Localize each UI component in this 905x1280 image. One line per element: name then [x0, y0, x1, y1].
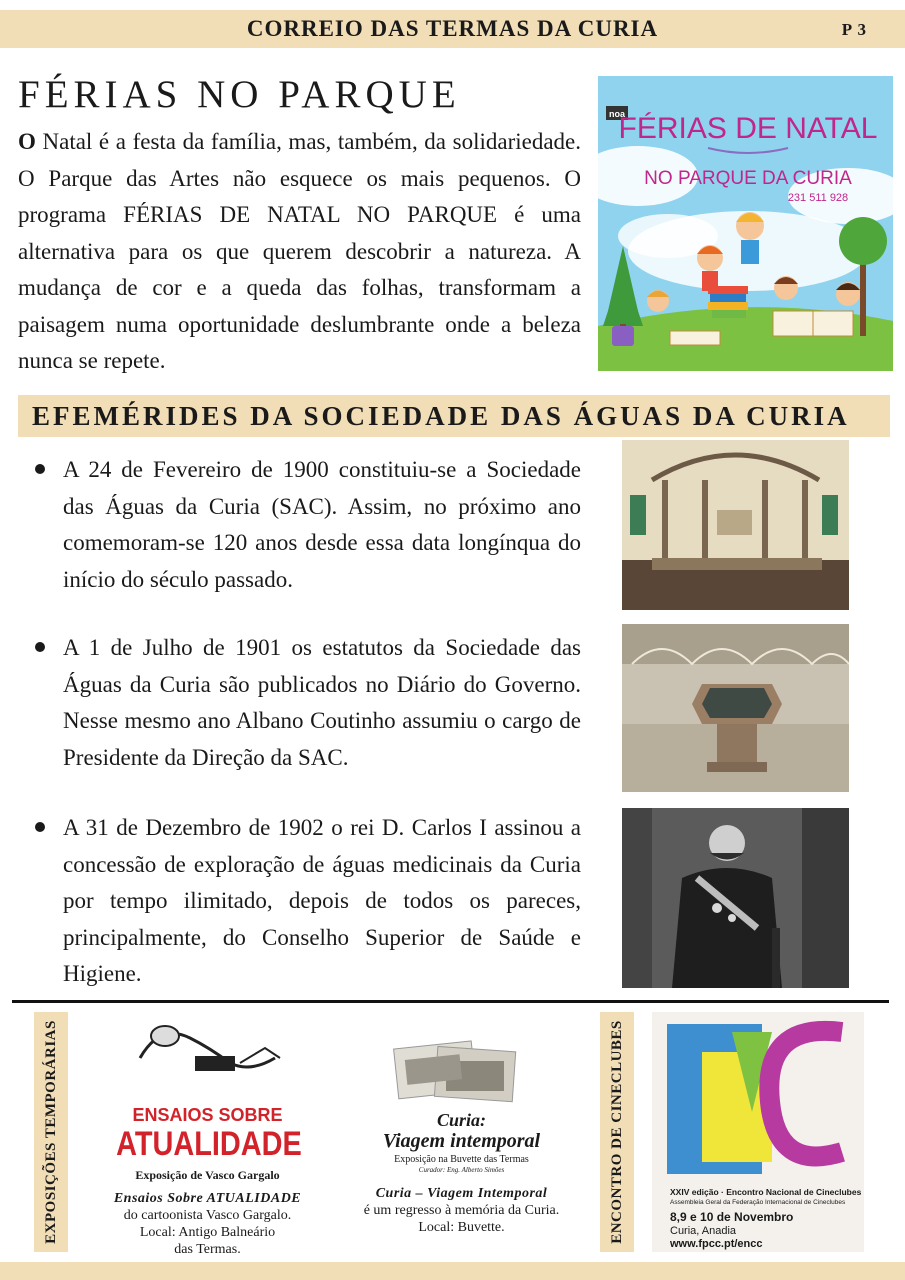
efemeride-1900: A 24 de Fevereiro de 1900 constituiu-se a Sociedade das Águas da Curia (SAC). Assim, no próximo ano comemoram-se 120 anos desde essa data longínqua do início do século passado. [63, 457, 581, 592]
bullet-dot [35, 822, 45, 832]
cartoon-illustration [100, 1018, 315, 1078]
encc-line1: XXIV edição · Encontro Nacional de Cineclubes [670, 1187, 862, 1197]
ferias-body [18, 124, 581, 380]
expo2-poster-sub: Exposição na Buvette das Termas [394, 1154, 529, 1165]
bullet-dot [35, 642, 45, 652]
poster-logo: noa [608, 109, 626, 119]
expo1-poster-title2: ATUALIDADE [116, 1125, 302, 1163]
expo2-poster-title1: Curia: [436, 1110, 487, 1130]
cineclubes-label: ENCONTRO DE CINECLUBES [609, 1020, 625, 1244]
expo2-poster-curator: Curador: Eng. Alberto Simões [418, 1166, 505, 1174]
encc-dates: 8,9 e 10 de Novembro [670, 1210, 794, 1224]
exposicoes-label: EXPOSIÇÕES TEMPORÁRIAS [43, 1020, 59, 1244]
expo2-line2: Local: Buvette. [418, 1220, 505, 1235]
efemeride-1902: A 31 de Dezembro de 1902 o rei D. Carlos I assinou a concessão de exploração de águas medicinais da Curia por tempo ilimitado, depois de todos os pareces, principalmente, do Conselho Superior de Saúde e Higiene. [63, 815, 581, 986]
encc-poster [652, 1012, 864, 1252]
efemerides-title: EFEMÉRIDES DA SOCIEDADE DAS ÁGUAS DA CURIA [32, 401, 850, 431]
expo1-line3: das Termas. [174, 1242, 241, 1257]
poster-line2: NO PARQUE DA CURIA [644, 168, 852, 189]
expo2-line1: é um regresso à memória da Curia. [363, 1203, 560, 1218]
photo-buvette-interior [622, 440, 849, 610]
poster-line1: FÉRIAS DE NATAL [618, 112, 878, 145]
drop-letter: O [18, 129, 36, 154]
ferias-title: FÉRIAS NO PARQUE [18, 73, 461, 116]
expo2-poster-title2: Viagem intemporal [382, 1130, 541, 1152]
ferias-natal-poster [598, 76, 893, 371]
footer-band [0, 1262, 905, 1280]
expo-curia-viagem-intemporal [334, 1035, 589, 1236]
expo1-title: Ensaios Sobre ATUALIDADE [113, 1191, 302, 1206]
expo-ensaios-atualidade [100, 1018, 315, 1258]
postcards-illustration [334, 1035, 589, 1105]
photo-king-carlos [622, 808, 849, 988]
efemeride-1901: A 1 de Julho de 1901 os estatutos da Sociedade das Águas da Curia são publicados no Diário do Governo. Nesse mesmo ano Albano Coutinho assumiu o cargo de Presidente da Direção da SAC. [63, 635, 581, 770]
page-number: P 3 [841, 20, 867, 39]
expo1-poster-title1: ENSAIOS SOBRE [132, 1105, 283, 1125]
expo1-poster-sub: Exposição de Vasco Gargalo [135, 1168, 280, 1182]
exposicoes-label-bar [34, 1012, 68, 1252]
encc-line2: Assembleia Geral da Federação Internacional de Cineclubes [670, 1199, 846, 1206]
section-divider [12, 1000, 889, 1003]
ferias-text: Natal é a festa da família, mas, também, da solidariedade. O Parque das Artes não esquece os mais pequenos. O programa FÉRIAS DE NATAL NO PARQUE é uma alternativa para os que querem descobrir a natureza. A mudança de cor e a queda das folhas, transformam a paisagem numa oportunidade deslumbrante onde a beleza nunca se repete. [18, 129, 581, 373]
encc-url: www.fpcc.pt/encc [670, 1238, 763, 1250]
encc-place: Curia, Anadia [670, 1225, 737, 1237]
expo1-line1: do cartoonista Vasco Gargalo. [123, 1208, 292, 1223]
expo1-line2: Local: Antigo Balneário [139, 1225, 276, 1240]
expo2-title: Curia – Viagem Intemporal [375, 1186, 548, 1201]
encc-logo [652, 1012, 864, 1182]
photo-fountain [622, 624, 849, 792]
poster-phone: 231 511 928 [787, 192, 849, 204]
masthead: CORREIO DAS TERMAS DA CURIA [246, 16, 659, 41]
bullet-dot [35, 464, 45, 474]
cineclubes-label-bar [600, 1012, 634, 1252]
